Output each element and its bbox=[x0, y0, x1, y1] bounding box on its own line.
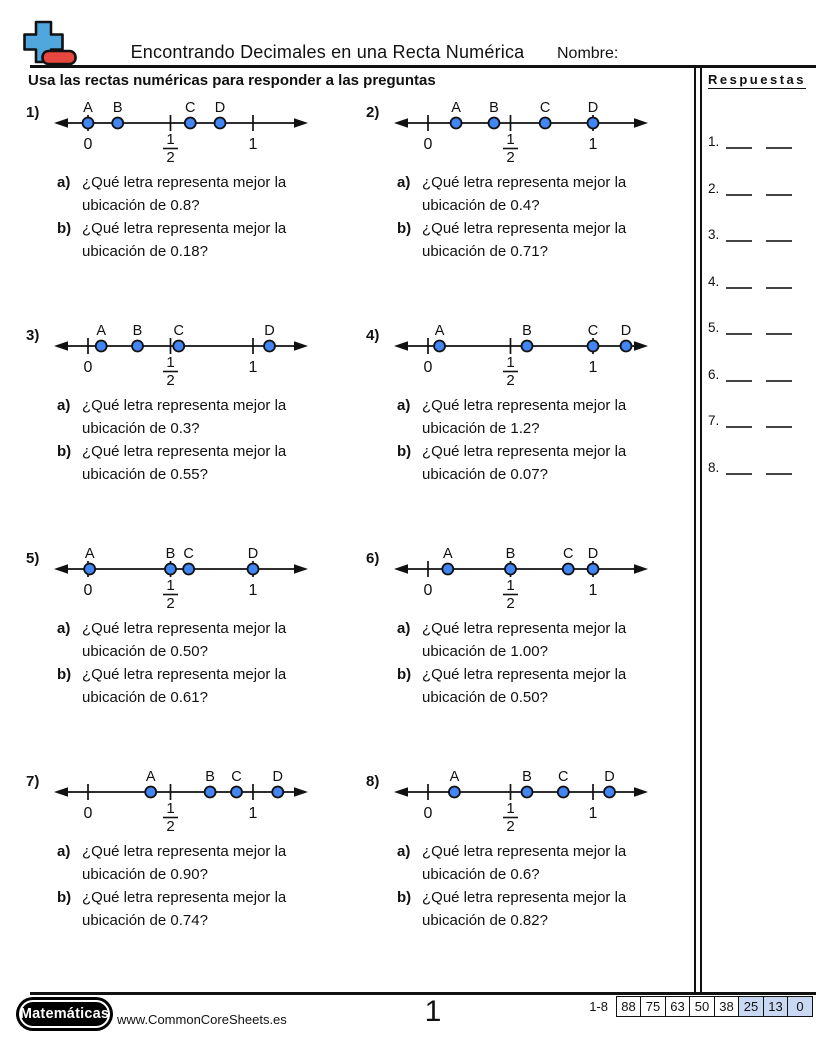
point-dot-D bbox=[272, 787, 283, 798]
arrowhead-left bbox=[54, 118, 68, 128]
question-text: ¿Qué letra representa mejor la ubicación de 0.50? bbox=[422, 666, 627, 706]
number-line-svg bbox=[38, 320, 338, 390]
point-label-C: C bbox=[563, 546, 574, 562]
point-dot-B bbox=[505, 564, 516, 575]
point-dot-D bbox=[248, 564, 259, 575]
point-dot-A bbox=[96, 341, 107, 352]
answer-row-6 bbox=[708, 362, 816, 382]
problem-cell-7 bbox=[24, 764, 354, 982]
number-line bbox=[378, 766, 678, 836]
point-dot-A bbox=[84, 564, 95, 575]
problem-number: 2) bbox=[366, 104, 380, 121]
number-line bbox=[38, 543, 338, 613]
problem-number: 1) bbox=[26, 104, 40, 121]
number-line bbox=[378, 97, 678, 167]
point-label-A: A bbox=[83, 100, 93, 116]
tick-label: 0 bbox=[423, 136, 433, 153]
tick-label: 1 bbox=[588, 136, 598, 153]
question-row-b bbox=[57, 886, 327, 932]
name-label: Nombre: bbox=[557, 45, 619, 62]
arrowhead-right bbox=[294, 341, 308, 351]
problem-cell-5 bbox=[24, 541, 354, 759]
fraction-numerator: 1 bbox=[166, 354, 175, 371]
question-text: ¿Qué letra representa mejor la ubicación de 0.8? bbox=[82, 174, 287, 214]
point-dot-C bbox=[558, 787, 569, 798]
answer-row-4 bbox=[708, 269, 816, 289]
question-text: ¿Qué letra representa mejor la ubicación de 0.07? bbox=[422, 443, 627, 483]
arrowhead-left bbox=[394, 787, 408, 797]
website-url: www.CommonCoreSheets.es bbox=[117, 1012, 287, 1027]
question-block bbox=[57, 171, 327, 263]
arrowhead-left bbox=[54, 787, 68, 797]
point-dot-A bbox=[449, 787, 460, 798]
answer-blank-a[interactable] bbox=[726, 180, 752, 196]
number-line-svg bbox=[378, 97, 678, 167]
tick-label: 0 bbox=[423, 805, 433, 822]
point-label-B: B bbox=[522, 323, 532, 339]
point-label-C: C bbox=[539, 100, 551, 116]
point-dot-D bbox=[215, 118, 226, 129]
arrowhead-right bbox=[634, 787, 648, 797]
point-label-B: B bbox=[132, 323, 143, 339]
answer-number: 7. bbox=[708, 413, 720, 428]
score-cell-13: 13 bbox=[763, 996, 789, 1017]
answer-blank-a[interactable] bbox=[726, 319, 752, 335]
point-dot-C bbox=[588, 341, 599, 352]
point-dot-D bbox=[604, 787, 615, 798]
question-row-b bbox=[397, 886, 667, 932]
answer-row-7 bbox=[708, 408, 816, 428]
point-label-A: A bbox=[96, 323, 107, 339]
question-text: ¿Qué letra representa mejor la ubicación de 0.90? bbox=[82, 843, 287, 883]
tick-label: 0 bbox=[423, 359, 433, 376]
problem-number: 4) bbox=[366, 327, 380, 344]
point-label-D: D bbox=[214, 100, 226, 116]
answer-blank-a[interactable] bbox=[726, 226, 752, 242]
score-cell-50: 50 bbox=[689, 996, 715, 1017]
question-label: a) bbox=[57, 397, 71, 414]
point-label-C: C bbox=[173, 323, 184, 339]
number-line-svg bbox=[38, 543, 338, 613]
fraction-denominator: 2 bbox=[166, 818, 175, 835]
fraction-numerator: 1 bbox=[166, 131, 175, 148]
point-dot-B bbox=[522, 787, 533, 798]
point-label-A: A bbox=[84, 546, 95, 562]
question-text: ¿Qué letra representa mejor la ubicación de 0.74? bbox=[82, 889, 287, 929]
question-row-b bbox=[397, 217, 667, 263]
point-label-A: A bbox=[449, 769, 460, 785]
point-dot-A bbox=[451, 118, 462, 129]
point-label-B: B bbox=[112, 100, 123, 116]
answer-number: 2. bbox=[708, 180, 720, 196]
answer-blank-a[interactable] bbox=[726, 459, 752, 475]
point-label-D: D bbox=[272, 769, 283, 785]
point-label-B: B bbox=[165, 546, 176, 562]
point-label-B: B bbox=[522, 769, 532, 785]
point-dot-C bbox=[173, 341, 184, 352]
arrowhead-right bbox=[294, 118, 308, 128]
point-dot-B bbox=[522, 341, 533, 352]
question-label: b) bbox=[57, 666, 72, 683]
point-dot-D bbox=[588, 564, 599, 575]
question-block bbox=[397, 617, 667, 709]
arrowhead-right bbox=[634, 564, 648, 574]
point-dot-B bbox=[112, 118, 123, 129]
question-label: b) bbox=[397, 666, 412, 683]
answer-row-1 bbox=[708, 129, 816, 149]
question-row-a bbox=[57, 617, 327, 663]
question-label: b) bbox=[397, 889, 412, 906]
point-label-B: B bbox=[205, 769, 215, 785]
number-line bbox=[38, 320, 338, 390]
answer-blank-b[interactable] bbox=[766, 226, 792, 242]
answer-number: 5. bbox=[708, 320, 720, 335]
question-label: b) bbox=[397, 220, 412, 237]
answer-number: 8. bbox=[708, 459, 720, 475]
question-label: a) bbox=[397, 174, 411, 191]
arrowhead-left bbox=[394, 118, 408, 128]
answers-title: Respuestas bbox=[708, 72, 806, 87]
answer-blank-b[interactable] bbox=[766, 412, 792, 428]
fraction-numerator: 1 bbox=[506, 800, 515, 817]
number-line-svg bbox=[38, 766, 338, 836]
fraction-denominator: 2 bbox=[506, 149, 515, 166]
question-row-b bbox=[397, 440, 667, 486]
problem-number: 6) bbox=[366, 550, 380, 567]
question-block bbox=[57, 617, 327, 709]
fraction-denominator: 2 bbox=[506, 818, 515, 835]
answer-blank-a[interactable] bbox=[726, 412, 752, 428]
answer-row-8 bbox=[708, 455, 816, 475]
point-dot-C bbox=[231, 787, 242, 798]
arrowhead-left bbox=[54, 341, 68, 351]
worksheet-title: Encontrando Decimales en una Recta Numérica bbox=[130, 42, 525, 62]
question-text: ¿Qué letra representa mejor la ubicación de 0.55? bbox=[82, 443, 287, 483]
answer-blank-a[interactable] bbox=[726, 273, 752, 289]
point-label-D: D bbox=[604, 769, 615, 785]
problem-number: 7) bbox=[26, 773, 40, 790]
question-label: a) bbox=[397, 397, 411, 414]
answer-blank-b[interactable] bbox=[766, 180, 792, 196]
tick-label: 1 bbox=[248, 582, 258, 599]
score-cell-63: 63 bbox=[665, 996, 691, 1017]
point-dot-C bbox=[540, 118, 551, 129]
question-text: ¿Qué letra representa mejor la ubicación de 1.00? bbox=[422, 620, 627, 660]
fraction-denominator: 2 bbox=[506, 372, 515, 389]
answers-divider-inner bbox=[700, 65, 702, 993]
tick-label: 1 bbox=[588, 359, 598, 376]
question-row-a bbox=[57, 840, 327, 886]
number-line bbox=[38, 97, 338, 167]
tick-label: 1 bbox=[248, 805, 258, 822]
answer-blank-a[interactable] bbox=[726, 133, 752, 149]
number-line-svg bbox=[378, 320, 678, 390]
fraction-denominator: 2 bbox=[166, 149, 175, 166]
problem-number: 8) bbox=[366, 773, 380, 790]
point-dot-C bbox=[183, 564, 194, 575]
point-dot-B bbox=[165, 564, 176, 575]
question-label: b) bbox=[57, 443, 72, 460]
answer-number: 4. bbox=[708, 273, 720, 289]
arrowhead-left bbox=[394, 564, 408, 574]
question-label: b) bbox=[57, 220, 72, 237]
number-line bbox=[38, 766, 338, 836]
question-text: ¿Qué letra representa mejor la ubicación de 0.61? bbox=[82, 666, 287, 706]
page-number: 1 bbox=[424, 995, 442, 1028]
point-label-C: C bbox=[231, 769, 242, 785]
point-label-C: C bbox=[183, 546, 194, 562]
tick-label: 1 bbox=[588, 805, 598, 822]
question-row-b bbox=[57, 217, 327, 263]
question-label: b) bbox=[57, 889, 72, 906]
instruction-text: Usa las rectas numéricas para responder a las preguntas bbox=[28, 72, 436, 89]
arrowhead-right bbox=[294, 564, 308, 574]
point-dot-D bbox=[588, 118, 599, 129]
question-text: ¿Qué letra representa mejor la ubicación de 0.6? bbox=[422, 843, 627, 883]
answer-number: 3. bbox=[708, 227, 720, 242]
point-dot-C bbox=[563, 564, 574, 575]
problem-cell-8 bbox=[364, 764, 694, 982]
question-text: ¿Qué letra representa mejor la ubicación de 1.2? bbox=[422, 397, 627, 437]
score-cell-75: 75 bbox=[640, 996, 666, 1017]
point-dot-D bbox=[264, 341, 275, 352]
problem-cell-3 bbox=[24, 318, 354, 536]
question-block bbox=[57, 394, 327, 486]
tick-label: 1 bbox=[248, 359, 258, 376]
answer-items bbox=[708, 129, 816, 475]
tick-label: 0 bbox=[83, 582, 93, 599]
question-text: ¿Qué letra representa mejor la ubicación de 0.71? bbox=[422, 220, 627, 260]
tick-label: 1 bbox=[248, 136, 258, 153]
question-label: a) bbox=[57, 174, 71, 191]
brand-badge bbox=[16, 997, 113, 1031]
fraction-numerator: 1 bbox=[506, 131, 515, 148]
problem-cell-2 bbox=[364, 95, 694, 313]
question-row-a bbox=[397, 840, 667, 886]
question-row-b bbox=[57, 440, 327, 486]
answer-blank-b[interactable] bbox=[766, 319, 792, 335]
answer-blank-b[interactable] bbox=[766, 459, 792, 475]
point-dot-B bbox=[489, 118, 500, 129]
point-dot-C bbox=[185, 118, 196, 129]
fraction-denominator: 2 bbox=[506, 595, 515, 612]
point-label-A: A bbox=[442, 546, 453, 562]
point-dot-A bbox=[442, 564, 453, 575]
question-row-a bbox=[57, 394, 327, 440]
question-label: a) bbox=[57, 843, 71, 860]
point-label-D: D bbox=[587, 546, 599, 562]
question-block bbox=[397, 171, 667, 263]
arrowhead-left bbox=[54, 564, 68, 574]
question-label: a) bbox=[397, 620, 411, 637]
point-label-D: D bbox=[247, 546, 259, 562]
answer-blank-b[interactable] bbox=[766, 366, 792, 382]
score-range-label: 1-8 bbox=[589, 999, 608, 1014]
point-dot-D bbox=[621, 341, 632, 352]
question-label: a) bbox=[57, 620, 71, 637]
answer-row-3 bbox=[708, 222, 816, 242]
answer-blank-b[interactable] bbox=[766, 133, 792, 149]
point-label-B: B bbox=[489, 100, 499, 116]
answers-panel bbox=[704, 68, 816, 501]
question-row-b bbox=[57, 663, 327, 709]
problem-number: 3) bbox=[26, 327, 40, 344]
point-label-A: A bbox=[451, 100, 461, 116]
point-label-C: C bbox=[558, 769, 569, 785]
point-dot-A bbox=[145, 787, 156, 798]
score-cell-88: 88 bbox=[616, 996, 642, 1017]
point-label-D: D bbox=[620, 323, 632, 339]
number-line bbox=[378, 320, 678, 390]
answer-number: 6. bbox=[708, 366, 720, 382]
problem-cell-1 bbox=[24, 95, 354, 313]
question-text: ¿Qué letra representa mejor la ubicación de 0.50? bbox=[82, 620, 287, 660]
question-row-a bbox=[397, 394, 667, 440]
point-dot-B bbox=[132, 341, 143, 352]
brand-label: Matemáticas bbox=[19, 1006, 110, 1022]
question-text: ¿Qué letra representa mejor la ubicación de 0.4? bbox=[422, 174, 627, 214]
question-block bbox=[397, 394, 667, 486]
point-label-B: B bbox=[505, 546, 516, 562]
point-label-A: A bbox=[434, 323, 445, 339]
number-line bbox=[378, 543, 678, 613]
point-label-D: D bbox=[587, 100, 599, 116]
tick-label: 1 bbox=[588, 582, 598, 599]
arrowhead-right bbox=[634, 118, 648, 128]
arrowhead-left bbox=[394, 341, 408, 351]
answers-divider-outer bbox=[694, 65, 696, 993]
question-label: b) bbox=[397, 443, 412, 460]
fraction-numerator: 1 bbox=[166, 577, 175, 594]
tick-label: 0 bbox=[83, 136, 93, 153]
score-cell-25: 25 bbox=[738, 996, 764, 1017]
question-text: ¿Qué letra representa mejor la ubicación de 0.3? bbox=[82, 397, 287, 437]
answer-number: 1. bbox=[708, 134, 720, 149]
problem-cell-6 bbox=[364, 541, 694, 759]
arrowhead-right bbox=[294, 787, 308, 797]
tick-label: 0 bbox=[423, 582, 433, 599]
fraction-numerator: 1 bbox=[166, 800, 175, 817]
question-label: a) bbox=[397, 843, 411, 860]
point-label-C: C bbox=[587, 323, 599, 339]
brand-badge-ring bbox=[19, 1000, 110, 1028]
fraction-numerator: 1 bbox=[506, 354, 515, 371]
arrowhead-right bbox=[634, 341, 648, 351]
point-dot-A bbox=[434, 341, 445, 352]
question-block bbox=[397, 840, 667, 932]
tick-label: 0 bbox=[83, 359, 93, 376]
point-label-A: A bbox=[145, 769, 156, 785]
question-row-a bbox=[57, 171, 327, 217]
question-text: ¿Qué letra representa mejor la ubicación de 0.18? bbox=[82, 220, 287, 260]
answer-blank-a[interactable] bbox=[726, 366, 752, 382]
question-row-b bbox=[397, 663, 667, 709]
question-row-a bbox=[397, 171, 667, 217]
question-text: ¿Qué letra representa mejor la ubicación de 0.82? bbox=[422, 889, 627, 929]
fraction-denominator: 2 bbox=[166, 595, 175, 612]
point-label-D: D bbox=[264, 323, 275, 339]
fraction-denominator: 2 bbox=[166, 372, 175, 389]
number-line-svg bbox=[38, 97, 338, 167]
answer-blank-b[interactable] bbox=[766, 273, 792, 289]
number-line-svg bbox=[378, 543, 678, 613]
question-block bbox=[57, 840, 327, 932]
score-cell-38: 38 bbox=[714, 996, 740, 1017]
point-dot-A bbox=[83, 118, 94, 129]
question-row-a bbox=[397, 617, 667, 663]
number-line-svg bbox=[378, 766, 678, 836]
score-table bbox=[589, 996, 813, 1017]
answer-row-5 bbox=[708, 315, 816, 335]
problem-cell-4 bbox=[364, 318, 694, 536]
answer-row-2 bbox=[708, 176, 816, 196]
problem-number: 5) bbox=[26, 550, 40, 567]
score-cell-0: 0 bbox=[787, 996, 813, 1017]
point-dot-B bbox=[205, 787, 216, 798]
fraction-numerator: 1 bbox=[506, 577, 515, 594]
tick-label: 0 bbox=[83, 805, 93, 822]
point-label-C: C bbox=[185, 100, 196, 116]
